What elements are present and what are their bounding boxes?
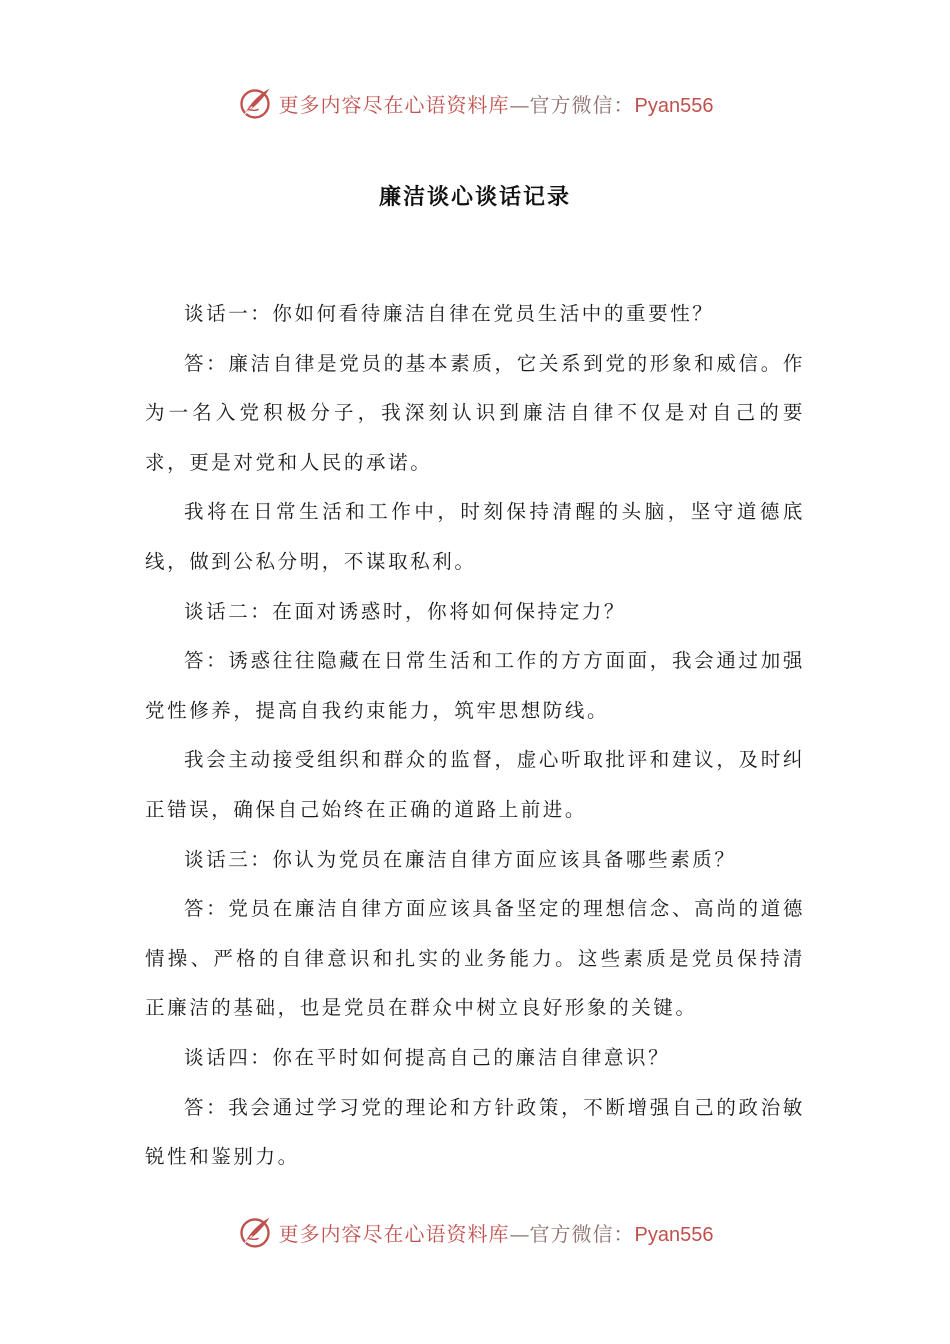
paragraph: 答：我会通过学习党的理论和方针政策，不断增强自己的政治敏锐性和鉴别力。 bbox=[145, 1095, 805, 1169]
paragraph: 谈话二：在面对诱惑时，你将如何保持定力？ bbox=[184, 599, 627, 623]
wechat-id: Pyan556 bbox=[634, 1223, 714, 1246]
header-watermark-banner bbox=[0, 83, 950, 123]
footer-watermark-banner bbox=[0, 1212, 950, 1252]
paragraph: 谈话一：你如何看待廉洁自律在党员生活中的重要性？ bbox=[184, 302, 715, 325]
paragraph: 答：诱惑往往隐藏在日常生活和工作的方方面面，我会通过加强党性修养，提高自我约束能力，筑牢思想防线。 bbox=[145, 649, 805, 722]
quill-pen-logo-icon bbox=[237, 1214, 273, 1250]
paragraph: 谈话四：你在平时如何提高自己的廉洁自律意识？ bbox=[184, 1045, 671, 1069]
paragraph: 我会主动接受组织和群众的监督，虚心听取批评和建议，及时纠正错误，确保自己始终在正确的道路上前进。 bbox=[145, 748, 805, 821]
paragraph: 答：廉洁自律是党员的基本素质，它关系到党的形象和威信。作为一名入党积极分子，我深刻认识到廉洁自律不仅是对自己的要求，更是对党和人民的承诺。 bbox=[145, 351, 805, 474]
wechat-id: Pyan556 bbox=[634, 94, 714, 117]
document-body bbox=[145, 289, 805, 1182]
watermark-text: 更多内容尽在心语资料库—官方微信：Pyan556 bbox=[278, 1221, 714, 1246]
paragraph: 我将在日常生活和工作中，时刻保持清醒的头脑，坚守道德底线，做到公私分明，不谋取私利。 bbox=[145, 500, 805, 573]
document-title: 廉洁谈心谈话记录 bbox=[378, 185, 571, 210]
watermark-text: 更多内容尽在心语资料库—官方微信：Pyan556 bbox=[278, 92, 714, 117]
paragraph: 答：党员在廉洁自律方面应该具备坚定的理想信念、高尚的道德情操、严格的自律意识和扎实的业务能力。这些素质是党员保持清正廉洁的基础，也是党员在群众中树立良好形象的关键。 bbox=[145, 897, 805, 1020]
paragraph: 谈话三：你认为党员在廉洁自律方面应该具备哪些素质？ bbox=[184, 847, 737, 871]
quill-pen-logo-icon bbox=[237, 85, 273, 121]
